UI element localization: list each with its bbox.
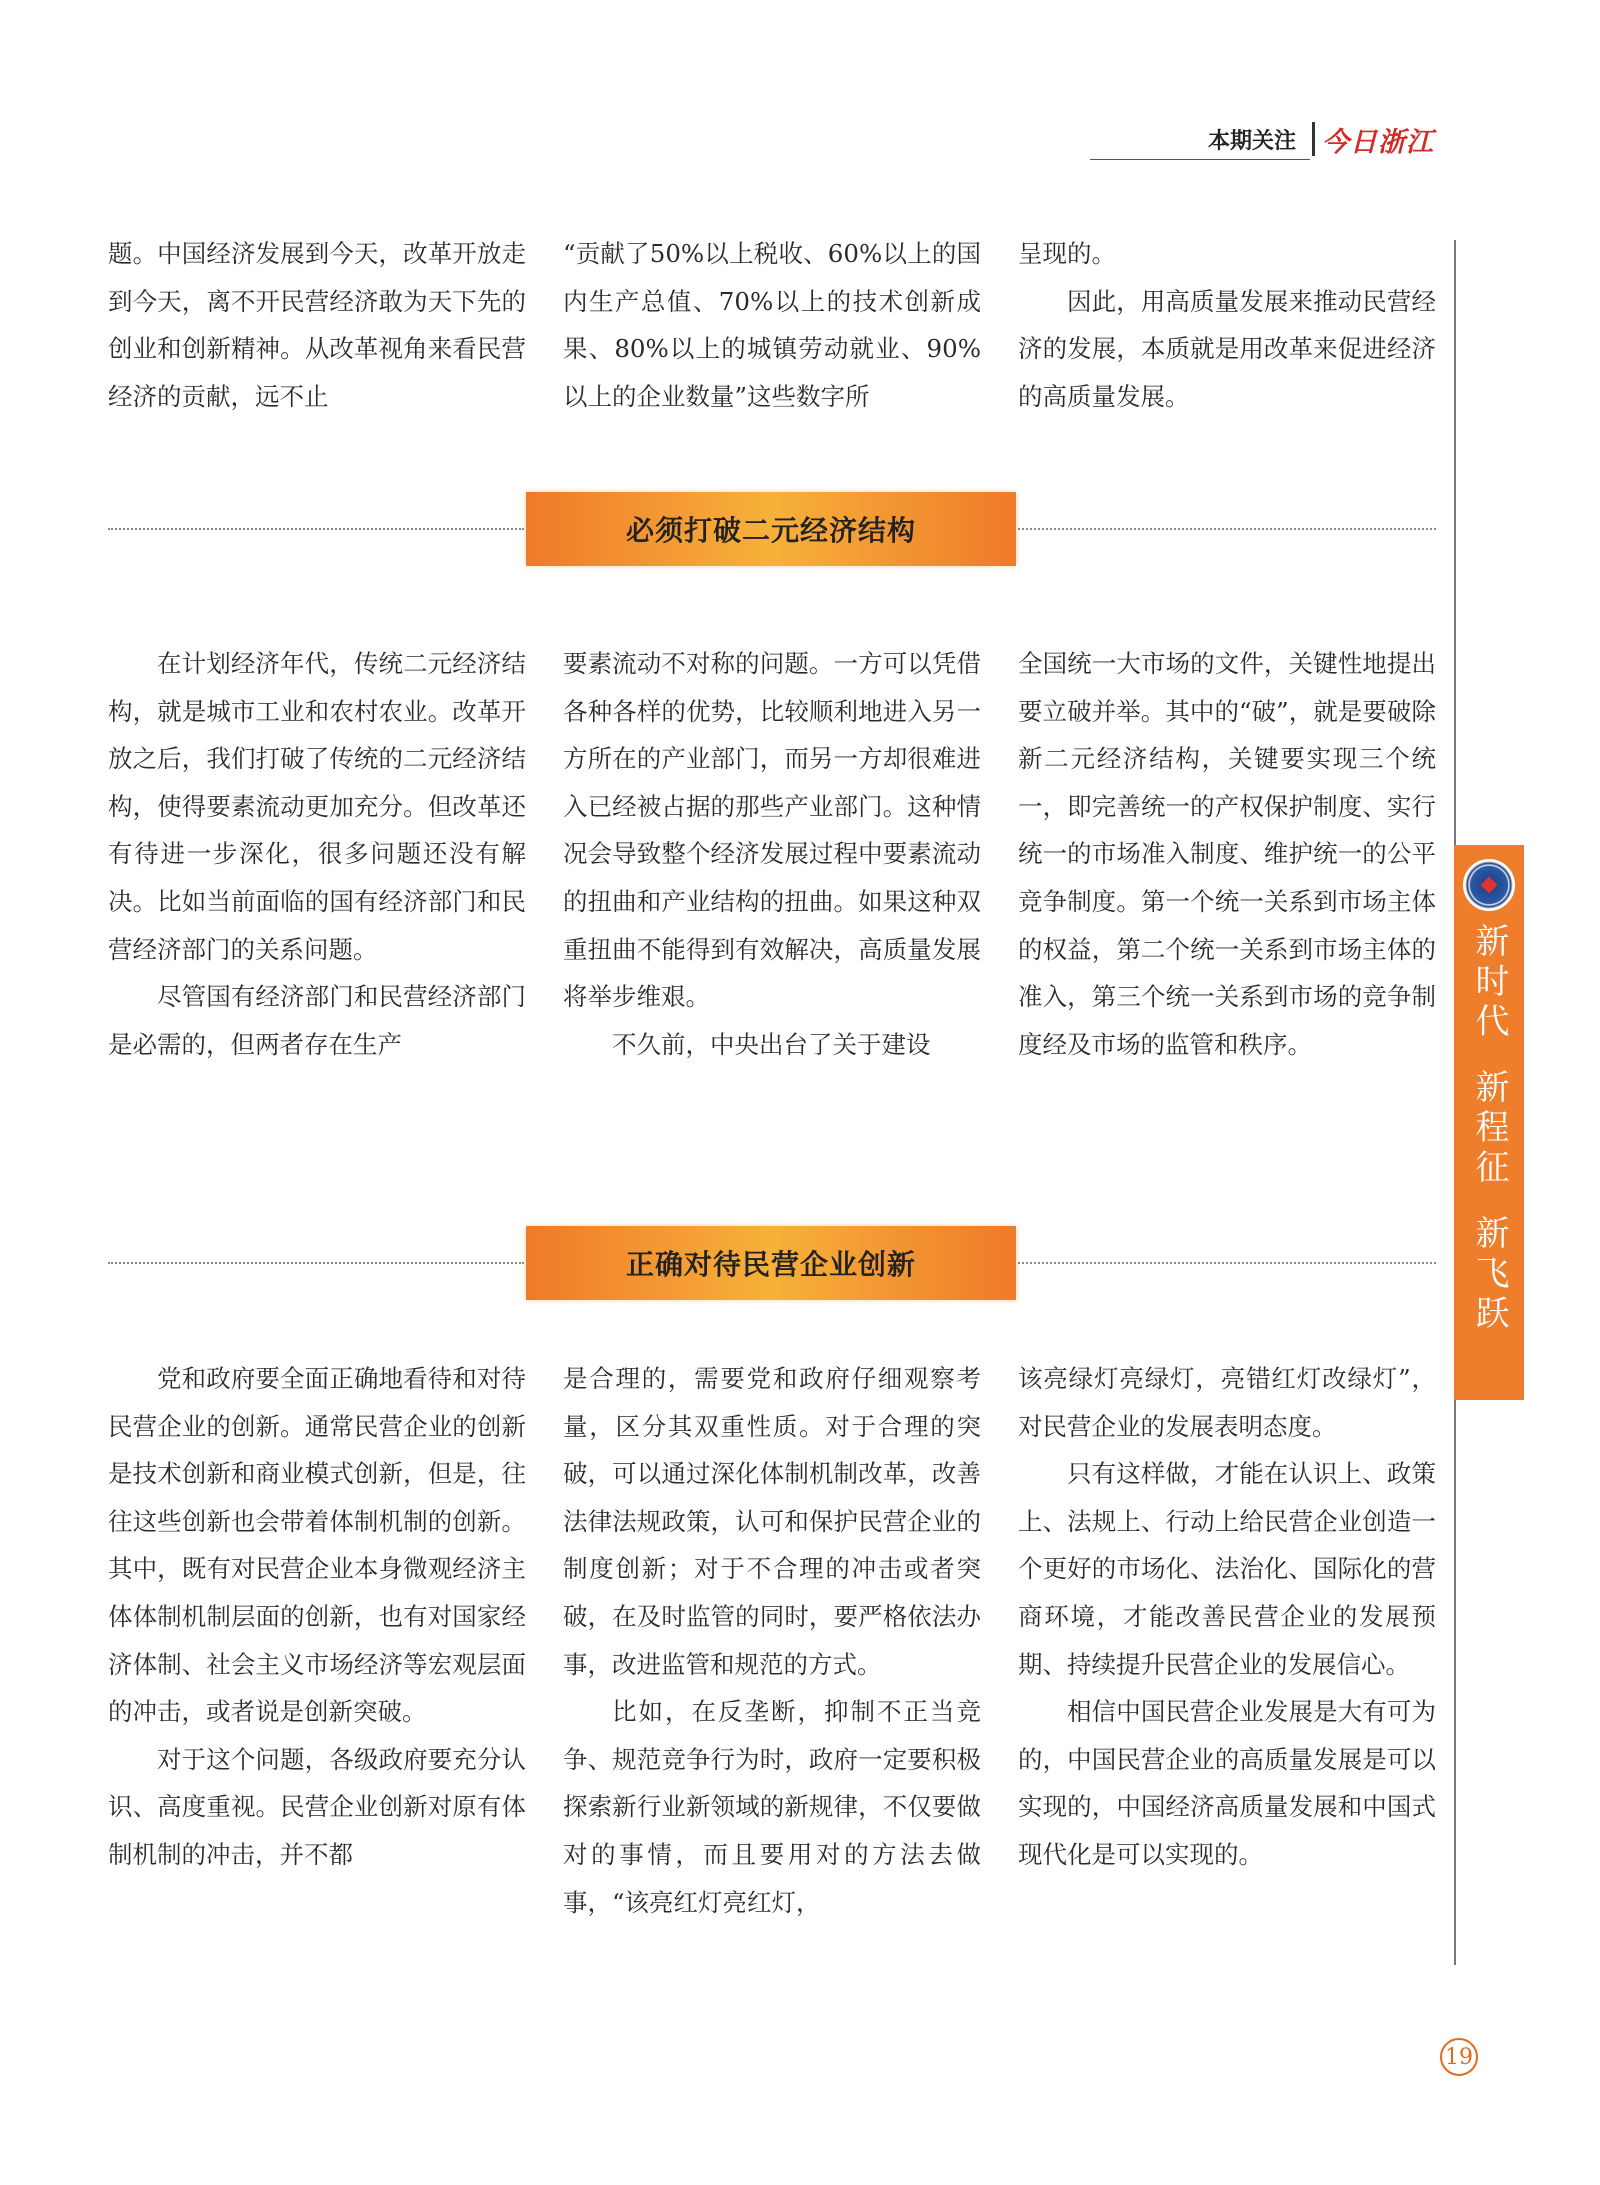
paragraph: “贡献了50%以上税收、60%以上的国内生产总值、70%以上的技术创新成果、80%以上的城镇劳动就业、90%以上的企业数量”这些数字所 <box>563 239 981 411</box>
header-rule <box>1090 159 1310 160</box>
section-title: 必须打破二元经济结构 <box>526 492 1016 566</box>
paragraph: 对于这个问题，各级政府要充分认识、高度重视。民营企业创新对原有体制机制的冲击，并不都 <box>108 1744 526 1869</box>
block-2 <box>108 640 1436 1068</box>
paragraph: 因此，用高质量发展来推动民营经济的发展，本质就是用改革来促进经济的高质量发展。 <box>1018 286 1436 411</box>
block2-col3 <box>1018 640 1436 1068</box>
paragraph: 党和政府要全面正确地看待和对待民营企业的创新。通常民营企业的创新是技术创新和商业模式创新，但是，往往这些创新也会带着体制机制的创新。其中，既有对民营企业本身微观经济主体体制机制层面的创新，也有对国家经济体制、社会主义市场经济等宏观层面的冲击，或者说是创新突破。 <box>108 1364 526 1727</box>
block1-col2 <box>563 230 981 420</box>
section-heading-1 <box>108 492 1436 566</box>
page-header <box>1090 120 1440 160</box>
paragraph: 题。中国经济发展到今天，改革开放走到今天，离不开民营经济敢为天下先的创业和创新精神。从改革视角来看民营经济的贡献，远不止 <box>108 239 526 411</box>
section-title: 正确对待民营企业创新 <box>526 1226 1016 1300</box>
paragraph: 尽管国有经济部门和民营经济部门是必需的，但两者存在生产 <box>108 982 526 1059</box>
paragraph: 不久前，中央出台了关于建设 <box>612 1029 931 1059</box>
dotted-rule <box>108 528 524 530</box>
paragraph: 全国统一大市场的文件，关键性地提出要立破并举。其中的“破”，就是要破除新二元经济结构，关键要实现三个统一，即完善统一的产权保护制度、实行统一的市场准入制度、维护统一的公平竞争制度。第一个统一关系到市场主体的权益，第二个统一关系到市场主体的准入，第三个统一关系到市场的竞争制度经及市场的监管和秩序。 <box>1018 649 1436 1059</box>
page-number: 19 <box>1440 2038 1478 2076</box>
block1-col3 <box>1018 230 1436 420</box>
block2-col2 <box>563 640 981 1068</box>
paragraph: 在计划经济年代，传统二元经济结构，就是城市工业和农村农业。改革开放之后，我们打破了传统的二元经济结构，使得要素流动更加充分。但改革还有待进一步深化，很多问题还没有解决。比如当前面临的国有经济部门和民营经济部门的关系问题。 <box>108 649 526 964</box>
paragraph: 是合理的，需要党和政府仔细观察考量，区分其双重性质。对于合理的突破，可以通过深化体制机制改革，改善法律法规政策，认可和保护民营企业的制度创新；对于不合理的冲击或者突破，在及时监管的同时，要严格依法办事，改进监管和规范的方式。 <box>563 1364 981 1679</box>
paragraph: 只有这样做，才能在认识上、政策上、法规上、行动上给民营企业创造一个更好的市场化、法治化、国际化的营商环境，才能改善民营企业的发展预期、持续提升民营企业的发展信心。 <box>1018 1459 1436 1679</box>
paragraph: 要素流动不对称的问题。一方可以凭借各种各样的优势，比较顺利地进入另一方所在的产业部门，而另一方却很难进入已经被占据的那些产业部门。这种情况会导致整个经济发展过程中要素流动的扭曲和产业结构的扭曲。如果这种双重扭曲不能得到有效解决，高质量发展将举步维艰。 <box>563 649 981 1012</box>
side-tab-line: 新程征 <box>1469 1069 1509 1189</box>
side-tab-line: 新飞跃 <box>1469 1215 1509 1335</box>
dotted-rule <box>1018 1262 1436 1264</box>
section-label: 本期关注 <box>1208 129 1297 154</box>
section-heading-2 <box>108 1226 1436 1300</box>
block3-col1 <box>108 1355 526 1926</box>
paragraph: 相信中国民营企业发展是大有可为的，中国民营企业的高质量发展是可以实现的，中国经济高质量发展和中国式现代化是可以实现的。 <box>1018 1697 1436 1869</box>
dotted-rule <box>1018 528 1436 530</box>
emblem-icon <box>1463 859 1515 911</box>
block1-col1 <box>108 230 526 420</box>
paragraph: 呈现的。 <box>1018 239 1116 268</box>
block3-col3 <box>1018 1355 1436 1926</box>
block-3 <box>108 1355 1436 1926</box>
magazine-logo: 今日浙江 <box>1322 127 1434 158</box>
header-separator <box>1312 122 1315 156</box>
block2-col1 <box>108 640 526 1068</box>
paragraph: 比如，在反垄断，抑制不正当竞争、规范竞争行为时，政府一定要积极探索新行业新领域的新规律，不仅要做对的事情，而且要用对的方法去做事，“该亮红灯亮红灯， <box>563 1697 981 1917</box>
side-tab-line: 新时代 <box>1469 923 1509 1043</box>
dotted-rule <box>108 1262 524 1264</box>
block3-col2 <box>563 1355 981 1926</box>
side-tab <box>1454 845 1524 1400</box>
side-tab-text <box>1454 923 1524 1335</box>
block-1 <box>108 230 1436 420</box>
paragraph: 该亮绿灯亮绿灯，亮错红灯改绿灯”，对民营企业的发展表明态度。 <box>1018 1364 1436 1441</box>
